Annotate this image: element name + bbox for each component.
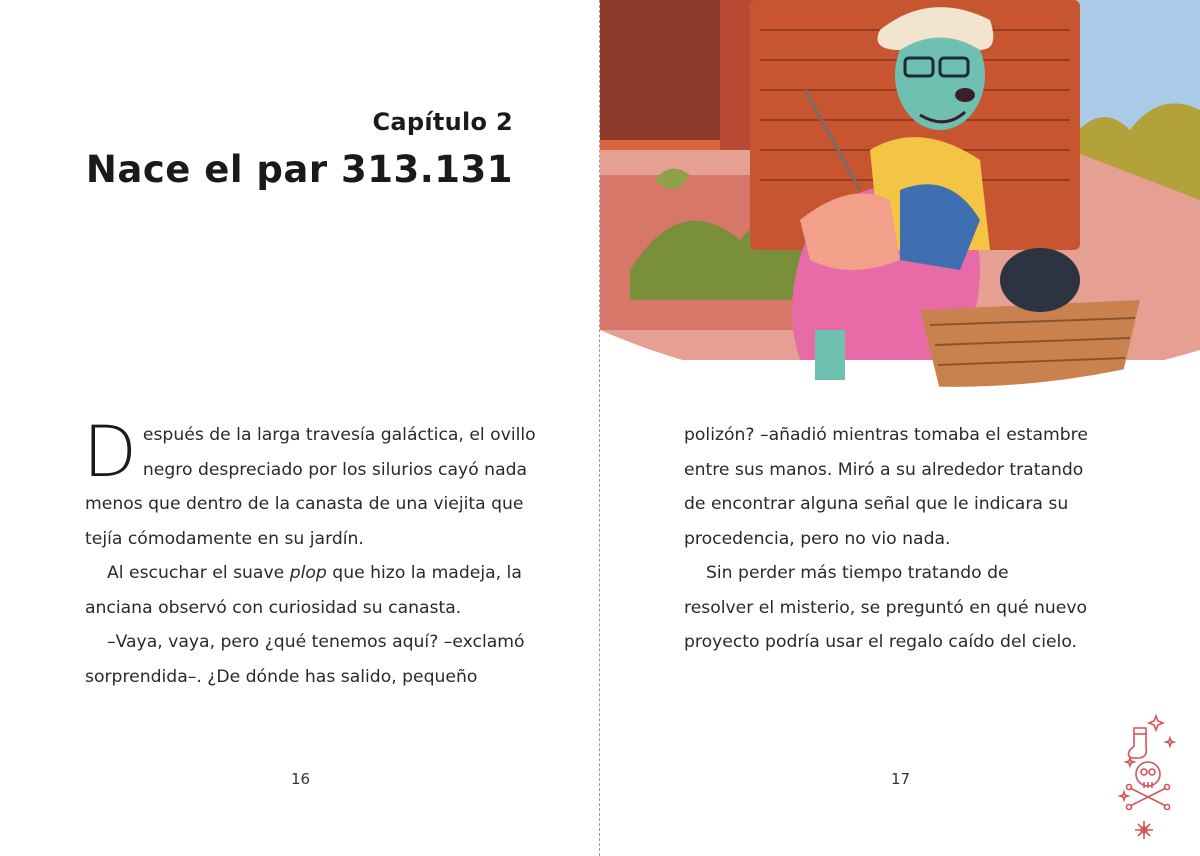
page-number-left: 16	[291, 770, 311, 788]
text-line: negro despreciado por los silurios cayó nada	[142, 459, 528, 480]
text-line: Sin perder más tiempo tratando de	[706, 563, 1009, 583]
left-body-text	[83, 411, 536, 694]
text-line: espués de la larga travesía galáctica, el ovillo	[142, 425, 536, 445]
chapter-label: Capítulo 2	[372, 108, 513, 136]
left-page	[0, 0, 599, 856]
right-body-text	[684, 418, 1104, 660]
text-line: entre sus manos. Miró a su alrededor tratando	[684, 459, 1084, 480]
text-line	[85, 556, 525, 591]
right-page	[600, 0, 1200, 856]
text-line: anciana observó con curiosidad su canasta.	[85, 597, 462, 618]
text-line: procedencia, pero no vio nada.	[684, 528, 951, 549]
chapter-title: Nace el par 313.131	[85, 148, 513, 191]
sock-skull-crossbones-ornament	[1116, 708, 1176, 848]
text-span: que hizo la madeja, la	[332, 563, 522, 583]
text-line: sorprendida–. ¿De dónde has salido, pequeño	[85, 666, 478, 687]
emphasis-text: plop	[289, 563, 327, 583]
text-line: tejía cómodamente en su jardín.	[85, 528, 364, 549]
grandmother-knitting-illustration	[600, 0, 1200, 395]
text-line: polizón? –añadió mientras tomaba el estambre	[684, 425, 1088, 445]
text-span: Al escuchar el suave	[107, 563, 285, 583]
drop-cap: D	[83, 411, 137, 493]
page-number-right: 17	[891, 770, 911, 788]
text-line: –Vaya, vaya, pero ¿qué tenemos aquí? –exclamó	[107, 632, 525, 652]
text-line: proyecto podría usar el regalo caído del cielo.	[684, 632, 1078, 652]
text-line: de encontrar alguna señal que le indicara su	[684, 494, 1069, 514]
text-line: resolver el misterio, se preguntó en qué nuevo	[684, 597, 1088, 618]
text-line: menos que dentro de la canasta de una viejita que	[85, 494, 524, 514]
